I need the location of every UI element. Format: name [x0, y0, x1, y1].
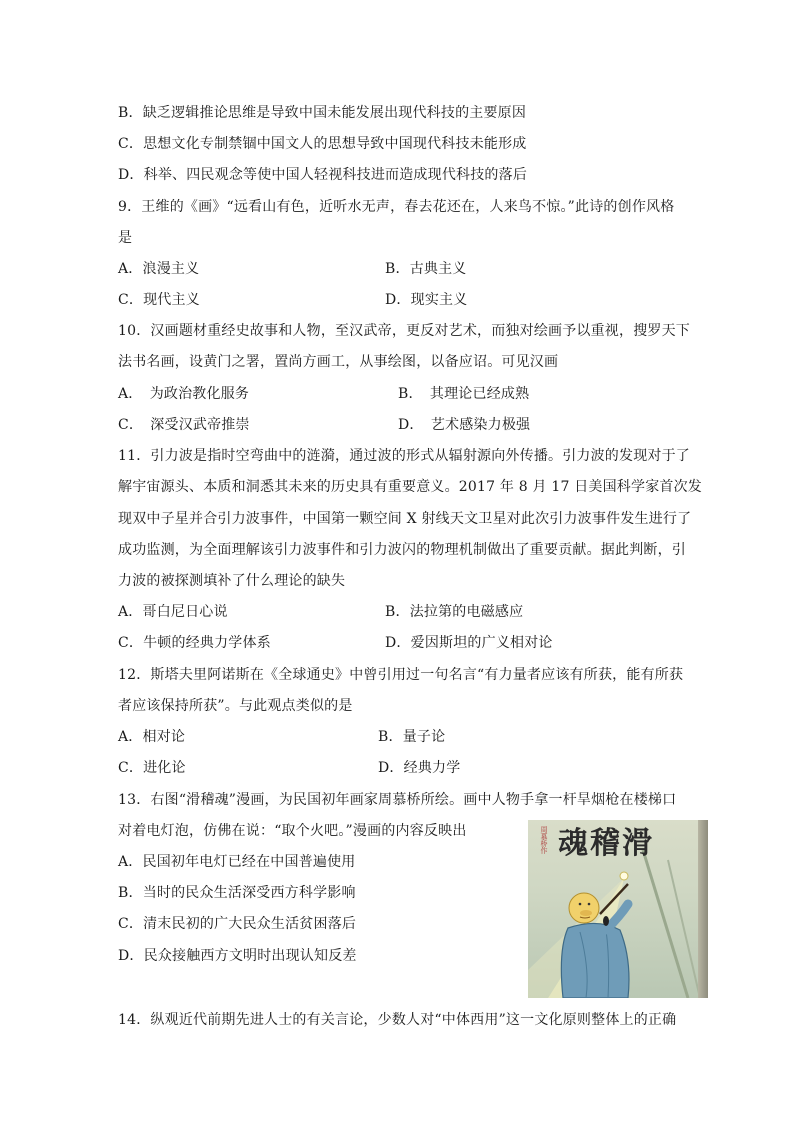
q9-stem: 9．王维的《画》“远看山有色，近听水无声，春去花还在，人来鸟不惊。”此诗的创作风格	[118, 199, 675, 215]
q9-option-c: C．现代主义	[118, 292, 200, 308]
q10-option-b: B． 其理论已经成熟	[398, 386, 530, 402]
q9-option-b: B．古典主义	[385, 261, 467, 277]
q12-option-a: A．相对论	[118, 729, 186, 745]
q11-stem-cont-1: 解宇宙源头、本质和洞悉其未来的历史具有重要意义。2017 年 8 月 17 日美国科学家首次发	[118, 479, 702, 495]
q12-option-c: C．进化论	[118, 760, 186, 776]
q13-stem-cont: 对着电灯泡，仿佛在说：“取个火吧。”漫画的内容反映出	[118, 823, 467, 839]
q9-stem-cont: 是	[118, 230, 133, 246]
q9-option-a: A．浪漫主义	[118, 261, 200, 277]
q11-stem-cont-4: 力波的被探测填补了什么理论的缺失	[118, 573, 346, 589]
q10-stem-cont: 法书名画，设黄门之署，置尚方画工，从事绘图，以备应诏。可见汉画	[118, 354, 559, 370]
q13-option-c: C．清末民初的广大民众生活贫困落后	[118, 916, 357, 932]
q10-option-c: C． 深受汉武帝推崇	[118, 417, 250, 433]
q10-option-a: A． 为政治教化服务	[118, 386, 250, 402]
q12-option-b: B．量子论	[378, 729, 446, 745]
q11-stem-cont-3: 成功监测，为全面理解该引力波事件和引力波闪的物理机制做出了重要贡献。据此判断，引	[118, 542, 686, 558]
q12-option-d: D．经典力学	[378, 760, 461, 776]
q13-stem: 13．右图“滑稽魂”漫画，为民国初年画家周慕桥所绘。画中人物手拿一杆旱烟枪在楼梯口	[118, 792, 677, 808]
q11-stem-cont-2: 现双中子星并合引力波事件，中国第一颗空间 X 射线天文卫星对此次引力波事件发生进行了	[118, 511, 692, 527]
q11-option-c: C．牛顿的经典力学体系	[118, 635, 271, 651]
q13-option-a: A．民国初年电灯已经在中国普遍使用	[118, 854, 356, 870]
q10-option-d: D． 艺术感染力极强	[398, 417, 531, 433]
q11-option-a: A．哥白尼日心说	[118, 604, 228, 620]
q13-option-d: D．民众接触西方文明时出现认知反差	[118, 948, 357, 964]
q8-option-d: D．科举、四民观念等使中国人轻视科技进而造成现代科技的落后	[118, 167, 528, 183]
q11-option-b: B．法拉第的电磁感应	[385, 604, 524, 620]
q13-option-b: B．当时的民众生活深受西方科学影响	[118, 885, 356, 901]
q8-option-c: C．思想文化专制禁锢中国文人的思想导致中国现代科技未能形成	[118, 136, 527, 152]
q8-option-b: B．缺乏逻辑推论思维是导致中国未能发展出现代科技的主要原因	[118, 105, 527, 121]
q9-option-d: D．现实主义	[385, 292, 468, 308]
comic-frame-edge	[698, 820, 708, 998]
q11-option-d: D．爱因斯坦的广义相对论	[385, 635, 553, 651]
q12-stem: 12．斯塔夫里阿诺斯在《全球通史》中曾引用过一句名言“有力量者应该有所获，能有所获	[118, 667, 684, 683]
comic-title: 魂稽滑	[558, 826, 654, 861]
q14-stem: 14．纵观近代前期先进人士的有关言论，少数人对“中体西用”这一文化原则整体上的正确	[118, 1012, 677, 1028]
q12-stem-cont: 者应该保持所获”。与此观点类似的是	[118, 698, 353, 714]
q11-stem: 11．引力波是指时空弯曲中的涟漪，通过波的形式从辐射源向外传播。引力波的发现对于了	[118, 448, 691, 464]
comic-signature: 周慕桥作	[540, 826, 548, 854]
q10-stem: 10．汉画题材重经史故事和人物，至汉武帝，更反对艺术，而独对绘画予以重视，搜罗天下	[118, 323, 691, 339]
huajihun-comic-image	[528, 820, 708, 998]
